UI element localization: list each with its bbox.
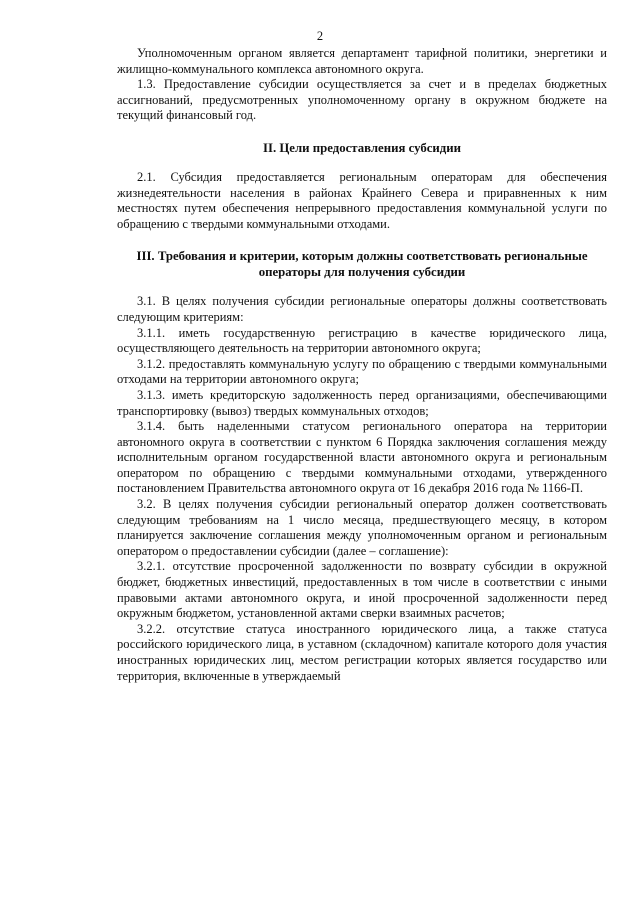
paragraph-3-1-3: 3.1.3. иметь кредиторскую задолженность перед организациями, обеспечивающими транспортировку (вывоз) твердых коммунальных отходов; [117, 387, 607, 418]
paragraph-3-1-1: 3.1.1. иметь государственную регистрацию в качестве юридического лица, осуществляющего деятельность на территории автономного округа; [117, 325, 607, 356]
paragraph-3-1: 3.1. В целях получения субсидии региональные операторы должны соответствовать следующим критериям: [117, 294, 607, 324]
paragraph-3-2-1: 3.2.1. отсутствие просроченной задолженности по возврату субсидии в окружной бюджет, бюджетных инвестиций, предоставленных в том числе в соответствии с иными правовыми актами автономного округа, и иной просроченной задолженности перед окружным бюджетом, установленной актами сверки взаимных расчетов; [117, 559, 607, 621]
paragraph-3-1-4: 3.1.4. быть наделенными статусом регионального оператора на территории автономного округа в соответствии с пунктом 6 Порядка заключения соглашения между исполнительным органом государственной власти автономного округа и региональным оператором по обращению с твердыми коммунальными отходами, утвержденного постановлением Правительства автономного округа от 16 декабря 2016 года № 1166-П. [117, 419, 607, 496]
page-number: 2 [316, 29, 324, 43]
section-heading-iii: III. Требования и критерии, которым должны соответствовать региональные операторы для получения субсидии [136, 249, 588, 280]
paragraph-authorized-body: Уполномоченным органом является департамент тарифной политики, энергетики и жилищно-коммунального комплекса автономного округа. [117, 46, 607, 76]
document-body [117, 46, 607, 684]
paragraph-1-3: 1.3. Предоставление субсидии осуществляется за счет и в пределах бюджетных ассигнований, предусмотренных уполномоченному органу в окружном бюджете на текущий финансовый год. [117, 77, 607, 123]
paragraph-3-1-2: 3.1.2. предоставлять коммунальную услугу по обращению с твердыми коммунальными отходами на территории автономного округа; [117, 356, 607, 387]
paragraph-3-2-2: 3.2.2. отсутствие статуса иностранного юридического лица, а также статуса российского юридического лица, в уставном (складочном) капитале которого доля участия иностранных юридических лиц, местом регистрации которых является государство или территория, включенные в утверждаемый [117, 621, 607, 683]
paragraph-2-1: 2.1. Субсидия предоставляется региональным операторам для обеспечения жизнедеятельности населения в районах Крайнего Севера и приравненных к ним местностях путем обеспечения непрерывного предоставления коммунальной услуги по обращению с твердыми коммунальными отходами. [117, 169, 607, 231]
paragraph-3-2: 3.2. В целях получения субсидии региональный оператор должен соответствовать следующим требованиям на 1 число месяца, предшествующего месяцу, в котором планируется заключение соглашения между уполномоченным органом и региональным оператором о предоставлении субсидии (далее – соглашение): [117, 497, 607, 558]
section-heading-ii: II. Цели предоставления субсидии [262, 140, 462, 155]
